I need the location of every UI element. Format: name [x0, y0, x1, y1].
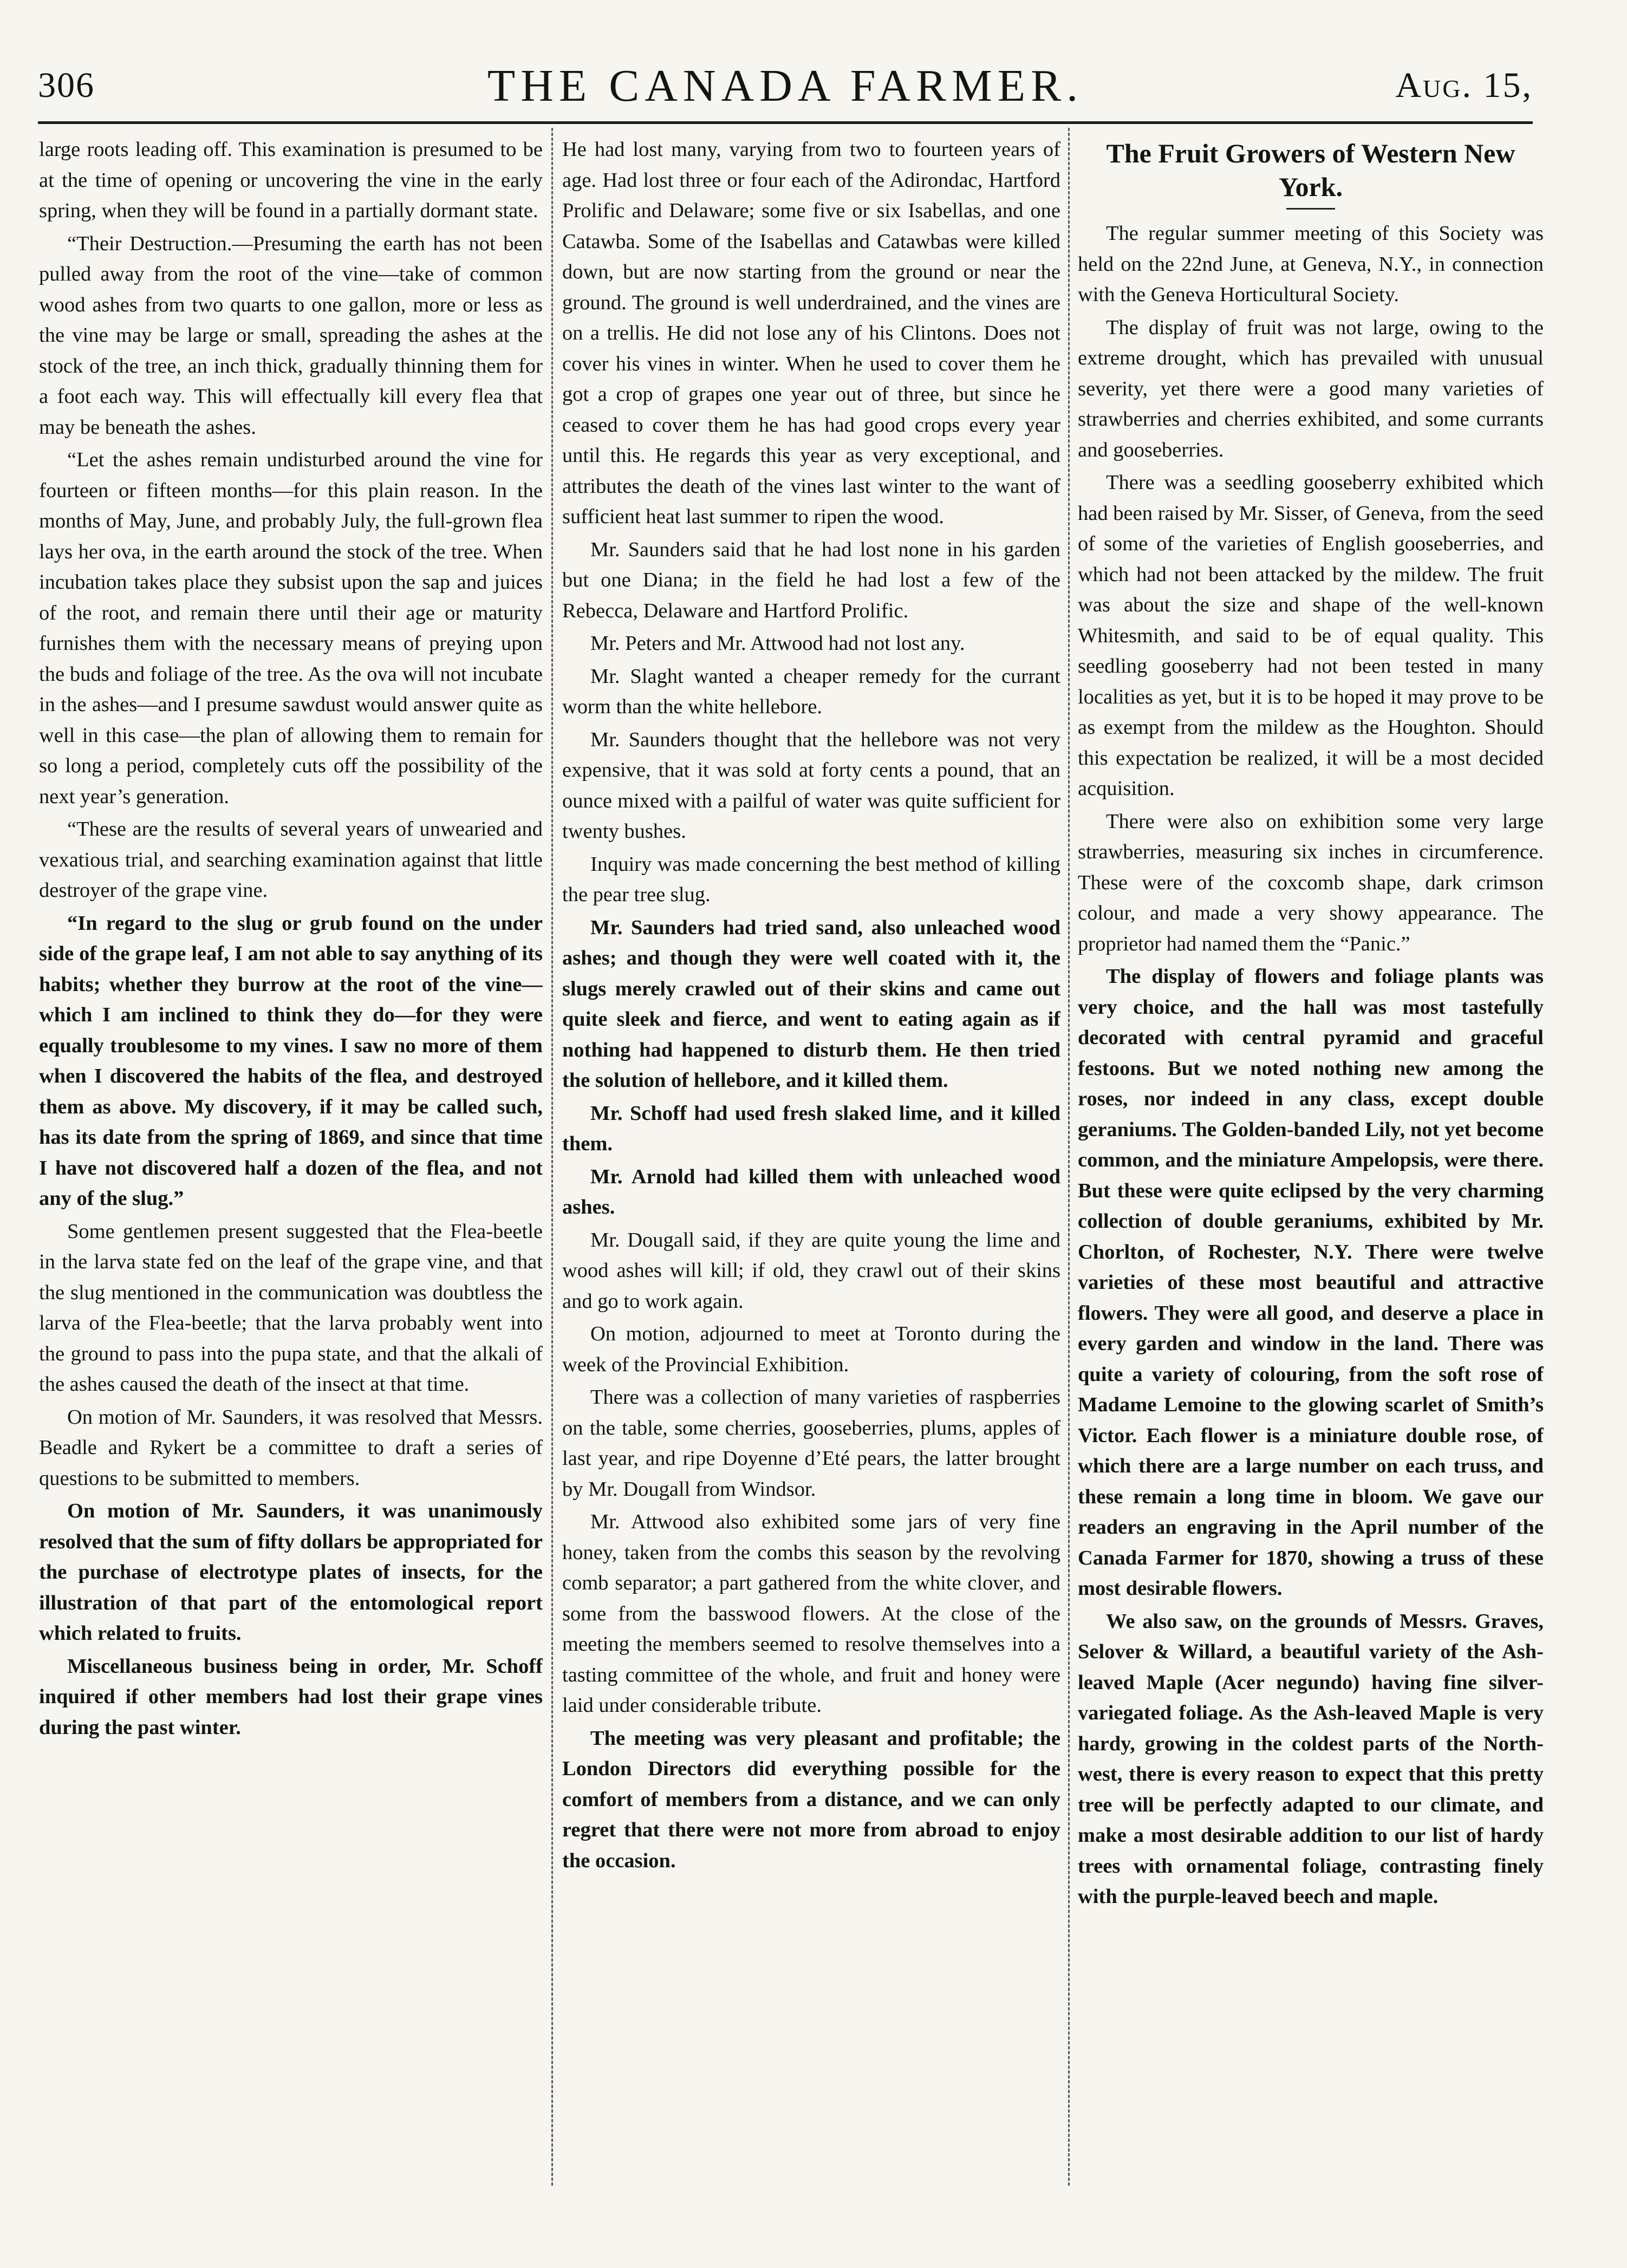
paragraph: The display of flowers and foliage plants was very choice, and the hall was most tastefully decorated with central pyramid and graceful festoons. But we noted nothing new among the roses, nor indeed in any class, except double geraniums. The Golden-banded Lily, not yet become common, and the miniature Ampelopsis, were there. But these were quite eclipsed by the very charming collection of double geraniums, exhibited by Mr. Chorlton, of Rochester, N.Y. There were twelve varieties of these most beautiful and attractive flowers. They were all good, and deserve a place in every garden and window in the land. There was quite a variety of colouring, from the soft rose of Madame Lemoine to the glowing scarlet of Smith’s Victor. Each flower is a miniature double rose, of which there are a large number on each truss, and these remain a long time in bloom. We gave our readers an engraving in the April number of the Canada Farmer for 1870, showing a truss of these most desirable flowers. — [1078, 965, 1544, 1600]
paragraph: On motion of Mr. Saunders, it was unanimously resolved that the sum of fifty dollars be appropriated for the purchase of electrotype plates of insects, for the illustration of that part of the entomological report which related to fruits. — [39, 1500, 543, 1645]
paragraph: Miscellaneous business being in order, Mr. Schoff inquired if other members had lost their grape vines during the past winter. — [39, 1654, 543, 1739]
publication-title: THE CANADA FARMER. — [487, 61, 1084, 111]
paragraph: On motion of Mr. Saunders, it was resolved that Messrs. Beadle and Rykert be a committee to draft a series of questions to be submitted to members. — [39, 1405, 543, 1490]
issue-date: Aug. 15, — [1395, 66, 1533, 105]
paragraph: “In regard to the slug or grub found on the under side of the grape leaf, I am not able to say anything of its habits; whether they burrow at the root of the vine—which I am inclined to think they do—for they were equally troublesome to my vines. I saw no more of them when I discovered the habits of the flea, and destroyed them as above. My discovery, if it may be called such, has its date from the spring of 1869, and since that time I have not discovered half a dozen of the flea, and not any of the slug.” — [39, 911, 543, 1210]
paragraph: We also saw, on the grounds of Messrs. Graves, Selover & Willard, a beautiful variety of the Ash-leaved Maple (Acer negundo) having fine silver-variegated foliage. As the Ash-leaved Maple is very hardy, growing in the coldest parts of the North-west, there is every reason to expect that this pretty tree will be perfectly adapted to our climate, and make a most desirable addition to our list of hardy trees with ornamental foliage, contrasting finely with the purple-leaved beech and maple. — [1078, 1609, 1544, 1908]
article-heading: The Fruit Growers of Western New York. — [1106, 138, 1515, 202]
paragraph: Mr. Saunders thought that the hellebore was not very expensive, that it was sold at forty cents a pound, that an ounce mixed with a pailful of water was quite sufficient for twenty bushes. — [562, 728, 1060, 843]
paragraph: Mr. Slaght wanted a cheaper remedy for the currant worm than the white hellebore. — [562, 664, 1060, 718]
paragraph: “Let the ashes remain undisturbed around the vine for fourteen or fifteen months—for this plain reason. In the months of May, June, and probably July, the full-grown flea lays her ova, in the earth around the stock of the tree. When incubation takes place they subsist upon the sap and juices of the root, and remain there until their age or maturity furnishes them with the necessary means of preying upon the buds and foliage of the tree. As the ova will not incubate in the ashes—and I presume sawdust would answer quite as well in this case—the plan of allowing them to remain for so long a period, completely cuts off the possibility of the next year’s generation. — [39, 448, 543, 808]
paragraph: Mr. Saunders had tried sand, also unleached wood ashes; and though they were well coated with it, the slugs merely crawled out of their skins and came out quite sleek and fierce, and went to eating again as if nothing had happened to disturb them. He then tried the solution of hellebore, and it killed them. — [562, 916, 1060, 1092]
paragraph: Inquiry was made concerning the best method of killing the pear tree slug. — [562, 852, 1060, 906]
column-2 — [562, 134, 1060, 2187]
heading-rule — [1286, 208, 1335, 210]
masthead-rule — [38, 121, 1533, 124]
paragraph: The display of fruit was not large, owing to the extreme drought, which has prevailed with unusual severity, yet there were a good many varieties of strawberries and cherries exhibited, and some currants and gooseberries. — [1078, 316, 1544, 461]
paragraph: Some gentlemen present suggested that the Flea-beetle in the larva state fed on the leaf of the grape vine, and that the slug mentioned in the communication was doubtless the larva of the Flea-beetle; that the larva probably went into the ground to pass into the pupa state, and that the alkali of the ashes caused the death of the insect at that time. — [39, 1220, 543, 1396]
paragraph: He had lost many, varying from two to fourteen years of age. Had lost three or four each of the Adirondac, Hartford Prolific and Delaware; some five or six Isabellas, and one Catawba. Some of the Isabellas and Catawbas were killed down, but are now starting from the ground or near the ground. The ground is well underdrained, and the vines are on a trellis. He did not lose any of his Clintons. Does not cover his vines in winter. When he used to cover them he got a crop of grapes one year out of three, but since he ceased to cover them he has had good crops every year until this. He regards this year as very exceptional, and attributes the death of the vines last winter to the want of sufficient heat last summer to ripen the wood. — [562, 138, 1060, 528]
paragraph: Mr. Peters and Mr. Attwood had not lost any. — [590, 632, 965, 655]
paragraph: Mr. Saunders said that he had lost none in his garden but one Diana; in the field he had lost a few of the Rebecca, Delaware and Hartford Prolific. — [562, 538, 1060, 622]
paragraph: The meeting was very pleasant and profitable; the London Directors did everything possible for the comfort of members from a distance, and we can only regret that there were not more from abroad to enjoy the occasion. — [562, 1726, 1060, 1872]
page-number: 306 — [38, 66, 95, 105]
masthead — [38, 60, 1533, 119]
paragraph: Mr. Schoff had used fresh slaked lime, and it killed them. — [562, 1102, 1060, 1155]
paragraph: Mr. Dougall said, if they are quite young the lime and wood ashes will kill; if old, they crawl out of their skins and go to work again. — [562, 1228, 1060, 1313]
paragraph: Mr. Attwood also exhibited some jars of very fine honey, taken from the combs this season by the revolving comb separator; a part gathered from the white clover, and some from the basswood flowers. At the close of the meeting the members seemed to resolve themselves into a tasting committee of the whole, and fruit and honey were laid under considerable tribute. — [562, 1510, 1060, 1717]
paragraph: “Their Destruction.—Presuming the earth has not been pulled away from the root of the vine—take of common wood ashes from two quarts to one gallon, more or less as the vine may be large or small, spreading the ashes at the stock of the tree, an inch thick, gradually thinning them for a foot each way. This will effectually kill every flea that may be beneath the ashes. — [39, 232, 543, 439]
paragraph: large roots leading off. This examination is presumed to be at the time of opening or uncovering the vine in the early spring, when they will be found in a partially dormant state. — [39, 138, 543, 222]
column-1 — [39, 134, 543, 2187]
paragraph: There was a collection of many varieties of raspberries on the table, some cherries, gooseberries, plums, apples of last year, and ripe Doyenne d’Eté pears, the latter brought by Mr. Dougall from Windsor. — [562, 1386, 1060, 1501]
column-3 — [1078, 134, 1544, 2187]
paragraph: On motion, adjourned to meet at Toronto during the week of the Provincial Exhibition. — [562, 1322, 1060, 1376]
column-divider-1 — [551, 128, 553, 2186]
paragraph: Mr. Arnold had killed them with unleached wood ashes. — [562, 1165, 1060, 1218]
paragraph: “These are the results of several years of unwearied and vexatious trial, and searching examination against that little destroyer of the grape vine. — [39, 818, 543, 902]
column-divider-2 — [1068, 128, 1070, 2186]
paragraph: There were also on exhibition some very large strawberries, measuring six inches in circumference. These were of the coxcomb shape, dark crimson colour, and made a very showy appearance. The proprietor had named them the “Panic.” — [1078, 810, 1544, 955]
paragraph: The regular summer meeting of this Society was held on the 22nd June, at Geneva, N.Y., in connection with the Geneva Horticultural Society. — [1078, 222, 1544, 306]
paragraph: There was a seedling gooseberry exhibited which had been raised by Mr. Sisser, of Geneva, from the seed of some of the varieties of English gooseberries, and which had not been attacked by the mildew. The fruit was about the size and shape of the well-known Whitesmith, and said to be of equal quality. This seedling gooseberry had not been tested in many localities as yet, but it is to be hoped it may prove to be as exempt from the mildew as the Houghton. Should this expectation be realized, it will be a most decided acquisition. — [1078, 471, 1544, 800]
